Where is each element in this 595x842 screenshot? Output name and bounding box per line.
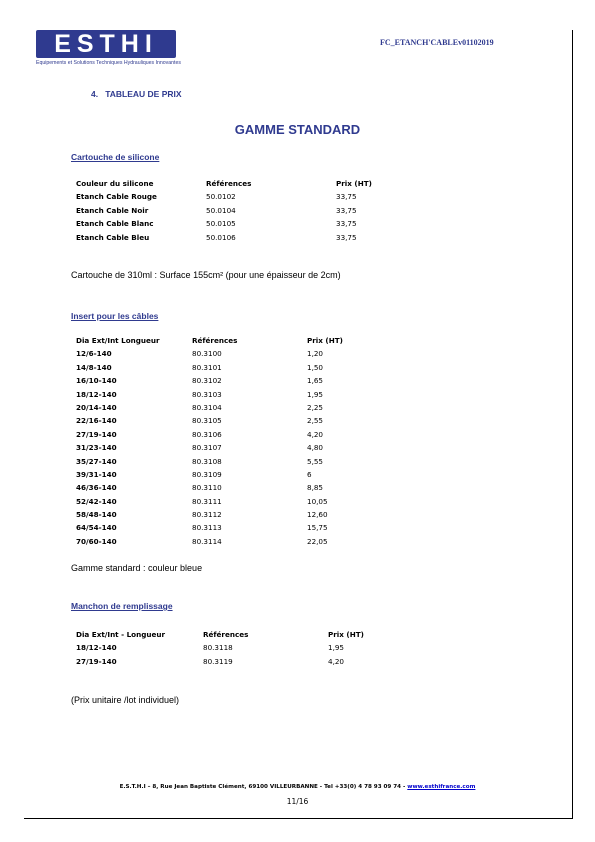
section-number: 4.	[91, 89, 99, 99]
cell-price: 15,75	[307, 523, 328, 533]
cell-reference: 80.3110	[192, 483, 222, 493]
cell-reference: 80.3112	[192, 510, 222, 520]
logo-wordmark: ESTHI	[36, 30, 176, 58]
cell-price: 33,75	[336, 232, 357, 242]
manchon-note: (Prix unitaire /lot individuel)	[71, 695, 180, 705]
cell-reference: 80.3111	[192, 496, 222, 506]
cell-price: 10,05	[307, 496, 328, 506]
cell-dimension: 18/12-140	[76, 643, 117, 653]
page-title: GAMME STANDARD	[234, 122, 361, 137]
page-number: 11/16	[286, 797, 309, 806]
footer-address	[0, 784, 595, 790]
cell-dimension: 46/36-140	[76, 483, 117, 493]
cell-reference: 80.3119	[203, 656, 233, 666]
cell-reference: 80.3114	[192, 536, 222, 546]
cell-price: 1,95	[307, 389, 324, 399]
cell-color: Etanch Cable Noir	[76, 205, 149, 215]
cell-reference: 80.3118	[203, 643, 233, 653]
cell-dimension: 18/12-140	[76, 389, 117, 399]
company-logo	[36, 30, 182, 70]
cell-dimension: 16/10-140	[76, 376, 117, 386]
cell-reference: 50.0102	[206, 192, 236, 202]
cell-price: 22,05	[307, 536, 328, 546]
cell-reference: 50.0104	[206, 205, 236, 215]
cell-price: 4,20	[307, 429, 324, 439]
column-header: Références	[206, 179, 252, 188]
cell-price: 1,50	[307, 362, 324, 372]
cell-reference: 80.3104	[192, 402, 222, 412]
logo-tagline: Equipements et Solutions Techniques Hydrauliques Innovantes	[36, 60, 181, 66]
cell-price: 1,95	[328, 643, 345, 653]
cell-price: 12,60	[307, 510, 328, 520]
column-header: Références	[192, 336, 238, 345]
cell-dimension: 70/60-140	[76, 536, 117, 546]
footer-address-text: E.S.T.H.I – 8, Rue Jean Baptiste Clément, 69100 VILLEURBANNE - Tel +33(0) 4 78 93 09 74 -	[119, 784, 408, 790]
insert-note: Gamme standard : couleur bleue	[71, 563, 203, 573]
cell-dimension: 22/16-140	[76, 416, 117, 426]
page-border-bottom	[24, 818, 573, 819]
cell-dimension: 52/42-140	[76, 496, 117, 506]
cell-color: Etanch Cable Rouge	[76, 192, 157, 202]
cell-reference: 80.3113	[192, 523, 222, 533]
cell-dimension: 31/23-140	[76, 443, 117, 453]
cell-reference: 80.3101	[192, 362, 222, 372]
cell-price: 2,25	[307, 402, 324, 412]
cell-dimension: 39/31-140	[76, 469, 117, 479]
cell-reference: 80.3106	[192, 429, 222, 439]
column-header: Références	[203, 630, 249, 639]
cell-dimension: 27/19-140	[76, 429, 117, 439]
cell-reference: 80.3107	[192, 443, 222, 453]
cell-reference: 80.3102	[192, 376, 222, 386]
manchon-heading: Manchon de remplissage	[71, 601, 173, 611]
cell-color: Etanch Cable Bleu	[76, 232, 150, 242]
insert-heading: Insert pour les câbles	[71, 311, 159, 321]
cell-color: Etanch Cable Blanc	[76, 219, 154, 229]
column-header: Prix (HT)	[307, 336, 343, 345]
cell-price: 5,55	[307, 456, 324, 466]
section-heading	[91, 89, 182, 99]
cell-dimension: 64/54-140	[76, 523, 117, 533]
cell-reference: 80.3105	[192, 416, 222, 426]
column-header: Prix (HT)	[328, 630, 364, 639]
cartouche-heading: Cartouche de silicone	[71, 152, 160, 162]
document-reference: FC_ETANCH'CABLEv01102019	[380, 38, 494, 47]
cell-price: 4,20	[328, 656, 345, 666]
cell-price: 6	[307, 469, 312, 479]
cell-price: 33,75	[336, 219, 357, 229]
cell-dimension: 14/8-140	[76, 362, 112, 372]
cell-reference: 80.3103	[192, 389, 222, 399]
cell-price: 33,75	[336, 192, 357, 202]
cell-dimension: 12/6-140	[76, 349, 112, 359]
column-header: Dia Ext/Int - Longueur	[76, 630, 166, 639]
cell-price: 8,85	[307, 483, 324, 493]
cell-reference: 80.3100	[192, 349, 222, 359]
column-header: Couleur du silicone	[76, 179, 154, 188]
cell-price: 1,20	[307, 349, 324, 359]
cell-price: 33,75	[336, 205, 357, 215]
cell-price: 4,80	[307, 443, 324, 453]
cell-reference: 50.0106	[206, 232, 236, 242]
cell-dimension: 27/19-140	[76, 656, 117, 666]
cell-dimension: 20/14-140	[76, 402, 117, 412]
website-link[interactable]: www.esthifrance.com	[407, 784, 476, 790]
cell-dimension: 58/48-140	[76, 510, 117, 520]
cell-reference: 50.0105	[206, 219, 236, 229]
column-header: Prix (HT)	[336, 179, 372, 188]
cell-dimension: 35/27-140	[76, 456, 117, 466]
cell-price: 2,55	[307, 416, 324, 426]
cell-reference: 80.3109	[192, 469, 222, 479]
page-border-right	[572, 30, 573, 819]
cartouche-note: Cartouche de 310ml : Surface 155cm² (pour une épaisseur de 2cm)	[71, 270, 341, 280]
section-title: TABLEAU DE PRIX	[105, 89, 182, 99]
column-header: Dia Ext/Int Longueur	[76, 336, 160, 345]
cell-reference: 80.3108	[192, 456, 222, 466]
cell-price: 1,65	[307, 376, 324, 386]
